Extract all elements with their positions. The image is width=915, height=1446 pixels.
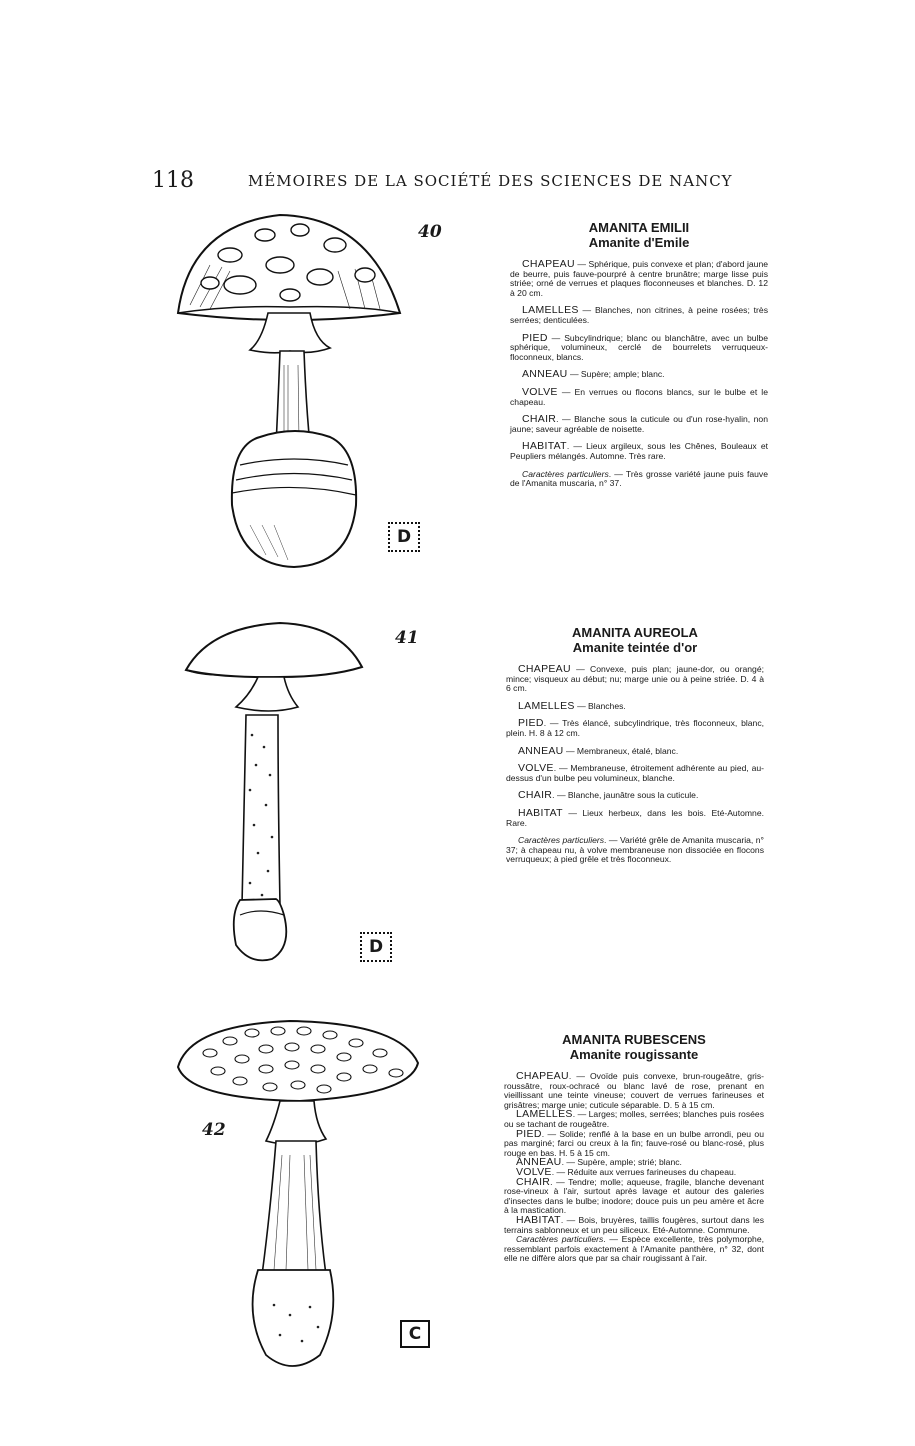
paragraph-caracteres: Caractères particuliers. — Variété grêle de Amanita muscaria, n° 37; à chapeau nu, à volve membraneuse non dissociée en flocons verruqueux; à pied grêle et très floconneux.: [506, 835, 764, 865]
paragraph-habitat: HABITAT. — Lieux argileux, sous les Chênes, Bouleaux et Peupliers mélangés. Automne. Très rare.: [510, 440, 768, 461]
paragraph-volve: VOLVE — En verrues ou flocons blancs, sur le bulbe et le chapeau.: [510, 385, 768, 407]
figure-number-41: 41: [395, 628, 419, 648]
species-subtitle: Amanite teintée d'or: [572, 640, 698, 655]
paragraph-anneau: ANNEAU. — Supère, ample; strié; blanc.: [516, 1156, 682, 1169]
paragraph-pied: PIED. — Solide; renflé à la base en un bulbe arrondi, peu ou pas marginé; farci ou creux à la fin; fauve-rosé ou blanc-rosé, plus rouge en bas. H. 5 à 15 cm.: [504, 1127, 764, 1158]
paragraph-volve: VOLVE. — Réduite aux verrues farineuses du chapeau.: [516, 1165, 737, 1178]
paragraph-habitat: HABITAT — Lieux herbeux, dans les bois. Eté-Automne. Rare.: [506, 806, 764, 828]
species-title: AMANITA RUBESCENS: [562, 1032, 706, 1047]
species-title: AMANITA EMILII: [588, 220, 690, 235]
paragraph-pied: PIED. — Très élancé, subcylindrique, très floconneux, blanc, plein. H. 8 à 12 cm.: [506, 717, 764, 738]
paragraph-chair: CHAIR. — Blanche sous la cuticule ou d'un rose-hyalin, non jaune; saveur agréable de noisette.: [510, 413, 768, 434]
paragraph-habitat: HABITAT. — Bois, bruyères, taillis fougères, surtout dans les terrains sablonneux et un peu siliceux. Eté-Automne. Commune.: [504, 1213, 764, 1235]
species-subtitle: Amanite d'Emile: [588, 235, 690, 250]
paragraph-lamelles: LAMELLES — Blanches.: [518, 699, 626, 712]
mushroom-illustration-42: [170, 1015, 430, 1385]
paragraph-chapeau: CHAPEAU. — Ovoïde puis convexe, brun-rougeâtre, gris-roussâtre, roux-ochracé ou blanc lavé de rose, prenant en vieillissant une teinte vineuse; couvert de verrues farineuses et grisâtres; marge unie; cuticule séparable. D. 5 à 15 cm.: [504, 1070, 764, 1110]
species-title: AMANITA AUREOLA: [572, 625, 698, 640]
paragraph-caracteres: Caractères particuliers. — Espèce excellente, très polymorphe, ressemblant parfois exactement à l'Amanite panthère, n° 32, dont elle ne diffère alors que par sa chair rougissant à l'air.: [504, 1234, 764, 1264]
species-block-emilii: [510, 220, 768, 497]
species-block-aureola: [506, 625, 764, 873]
paragraph-anneau: ANNEAU — Membraneux, étalé, blanc.: [518, 744, 679, 757]
paragraph-chapeau: CHAPEAU — Sphérique, puis convexe et plan; d'abord jaune de beurre, puis fauve-pourpré à centre brunâtre; marge lisse puis striée; orné de verrues et plaques floconneuses et blanches. D. 12 à 20 cm.: [510, 258, 768, 298]
paragraph-chapeau: CHAPEAU — Convexe, puis plan; jaune-dor, ou orangé; mince; visqueux au début; nu; marge unie ou à peine striée. D. 4 à 6 cm.: [506, 663, 764, 694]
species-block-rubescens: [504, 1032, 764, 1264]
page-number: 118: [152, 168, 194, 193]
running-title: MÉMOIRES DE LA SOCIÉTÉ DES SCIENCES DE NANCY: [248, 172, 733, 190]
paragraph-pied: PIED — Subcylindrique; blanc ou blanchâtre, avec un bulbe sphérique, volumineux, cerclé de bourrelets verruqueux-floconneux, blancs.: [510, 331, 768, 362]
figure-number-40: 40: [418, 222, 442, 242]
mushroom-illustration-41: [180, 615, 380, 975]
paragraph-lamelles: LAMELLES — Blanches, non citrines, à peine rosées; très serrées; denticulées.: [510, 304, 768, 325]
edibility-badge-42: C: [400, 1320, 430, 1348]
paragraph-anneau: ANNEAU — Supère; ample; blanc.: [522, 368, 665, 381]
edibility-badge-41: D: [360, 932, 392, 962]
paragraph-chair: CHAIR. — Tendre; molle; aqueuse, fragile, blanche devenant rose-vineux à l'air, surtout après lavage et autour des galeries d'insectes dans le bulbe; inodore; douce puis un peu amère et âcre à la mastication.: [504, 1175, 764, 1216]
paragraph-lamelles: LAMELLES. — Larges; molles, serrées; blanches puis rosées ou se tachant de rougeâtre.: [504, 1108, 764, 1129]
paragraph-volve: VOLVE. — Membraneuse, étroitement adhérente au pied, au-dessus d'un bulbe peu volumineux, blanche.: [506, 762, 764, 783]
species-subtitle: Amanite rougissante: [569, 1047, 699, 1062]
paragraph-caracteres: Caractères particuliers. — Très grosse variété jaune puis fauve de l'Amanita muscaria, n° 37.: [510, 468, 769, 489]
figure-number-42: 42: [202, 1120, 226, 1140]
edibility-badge-40: D: [388, 522, 420, 552]
paragraph-chair: CHAIR. — Blanche, jaunâtre sous la cuticule.: [518, 789, 699, 802]
